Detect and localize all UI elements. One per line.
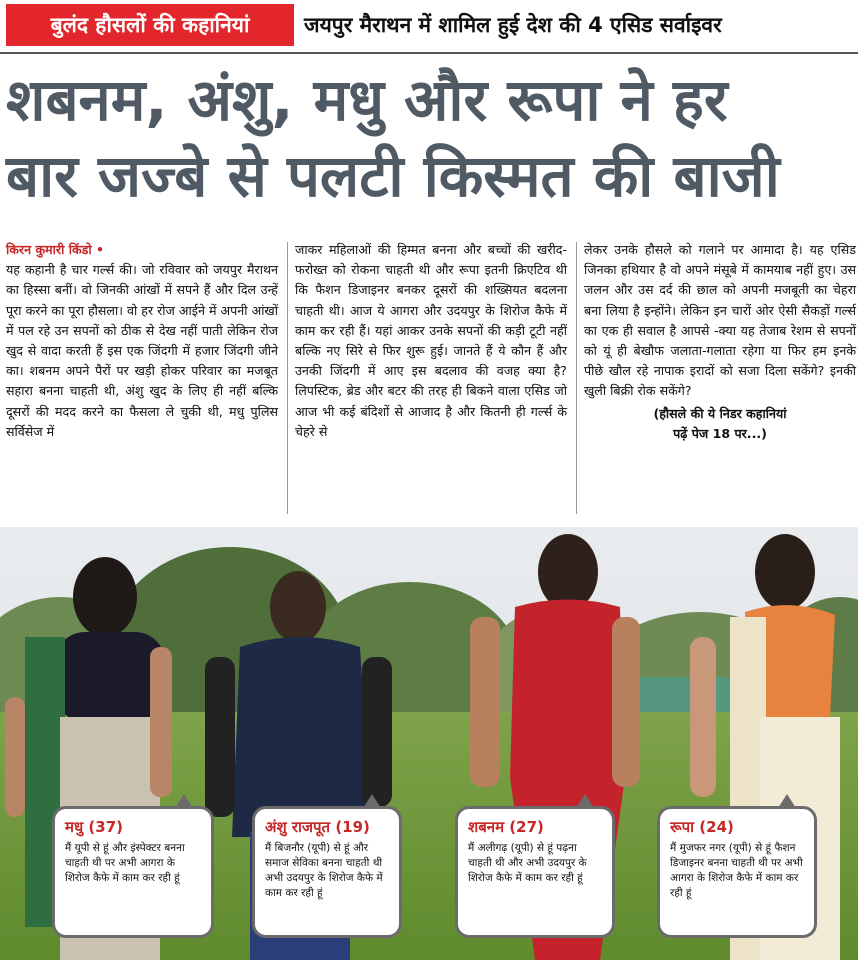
section-kicker: बुलंद हौसलों की कहानियां (6, 4, 294, 46)
headline (6, 62, 852, 214)
caption-rupa (657, 806, 817, 938)
caption-madhu (52, 806, 214, 938)
caption-name: अंशु राजपूत (19) (265, 818, 370, 836)
caption-name: मधु (37) (65, 818, 124, 836)
headline-line-1: शबनम, अंशु, मधु और रूपा ने हर (6, 66, 728, 134)
caption-name: शबनम (27) (468, 818, 544, 836)
article-body (6, 240, 856, 525)
divider (0, 52, 858, 54)
caption-name: रूपा (24) (670, 818, 734, 836)
caption-anshu (252, 806, 402, 938)
article-column-2 (295, 240, 567, 442)
top-banner (0, 0, 858, 50)
byline: किरन कुमारी किंडो • (6, 242, 105, 257)
column-text: यह कहानी है चार गर्ल्स की। जो रविवार को जयपुर मैराथन का हिस्सा बनीं। वो जिनकी आंखों में सपने हैं और दिल उन्हें पूरा करने का पूरा हौसला। वो हर रोज आईने में अपनी आंखों में पल रहे उन सपनों को ठीक से देख नहीं पाती लेकिन रोज खुद से वादा करती हैं इस एक जिंदगी में हजार जिंदगी जीने का। शबनम अपने पैरों पर खड़ी होकर परिवार का मजबूत सहारा बनना चाहती थी, अंशु खुद के लिए ही नहीं बल्कि दूसरों की मदद करने का फैसला ले चुकी थी, मधु पुलिस सर्विसेज में (6, 262, 278, 439)
page-reference-line-1: (हौसले की ये निडर कहानियां (653, 405, 787, 421)
caption-text: मैं अलीगढ़ (यूपी) से हूं पढ़ना चाहती थी और अभी उदयपुर के शिरोज कैफे में काम कर रही हूं (468, 842, 587, 884)
subheadline: जयपुर मैराथन में शामिल हुई देश की 4 एसिड सर्वाइवर (304, 13, 722, 37)
article-column-1 (6, 240, 278, 442)
column-text: जाकर महिलाओं की हिम्मत बनना और बच्चों की खरीद-फरोख्त को रोकना चाहती थी और रूपा इतनी क्रिएटिव थी कि फैशन डिजाइनर बनकर दूसरों की शख्सियत बदलना चाहती थी। आज ये आगरा और उदयपुर के शिरोज कैफे में काम कर रही हैं। यहां आकर उनके सपनों की कड़ी टूटी नहीं बल्कि नए सिरे से फिर शुरू हुई। जानते हैं ये कौन हैं और उनकी जिंदगी में आए इस बदलाव की वजह क्या है? लिपस्टिक, ब्रेड और बटर की तरह ही बिकने वाला एसिड जो आज भी कई बंदिशों से आजाद है और कितनी ही गर्ल्स के चेहरे से (295, 242, 567, 439)
column-divider (287, 242, 288, 514)
article-column-3 (584, 240, 856, 444)
caption-text: मैं बिजनौर (यूपी) से हूं और समाज सेविका बनना चाहती थी अभी उदयपुर के शिरोज कैफे में काम कर रही हूं (265, 842, 383, 899)
caption-text: मैं मुजफर नगर (यूपी) से हूं फैशन डिजाइनर बनना चाहती थी पर अभी आगरा के शिरोज कैफे में काम कर रही हूं (670, 842, 803, 899)
column-text: लेकर उनके हौसले को गलाने पर आमादा है। यह एसिड जिनका हथियार है वो अपने मंसूबे में कामयाब नहीं हुए। उस जलन और उस दर्द की छाल को अपनी मजबूती का चेहरा बना लिया है इन्होंने। लेकिन इन चारों ओर ऐसी सैकड़ों गर्ल्स का एक ही सवाल है आपसे -क्या यह तेजाब रेशम से सपनों को यूं ही बेखौफ जलाता-गलाता रहेगा या फिर हम इनके पीछे खौल रहे नापाक इरादों को सजा दिला सकेंगे? इनकी खुली बिक्री रोक सकेंगे? (584, 242, 856, 399)
column-divider (576, 242, 577, 514)
caption-text: मैं यूपी से हूं और इंस्पेक्टर बनना चाहती थी पर अभी आगरा के शिरोज कैफे में काम कर रही हूं (65, 842, 185, 884)
page-reference-line-2: पढ़ें पेज 18 पर...) (673, 425, 767, 441)
headline-line-2: बार जज्बे से पलटी किस्मत की बाजी (6, 142, 780, 210)
caption-shabnam (455, 806, 615, 938)
page-reference (584, 404, 856, 444)
